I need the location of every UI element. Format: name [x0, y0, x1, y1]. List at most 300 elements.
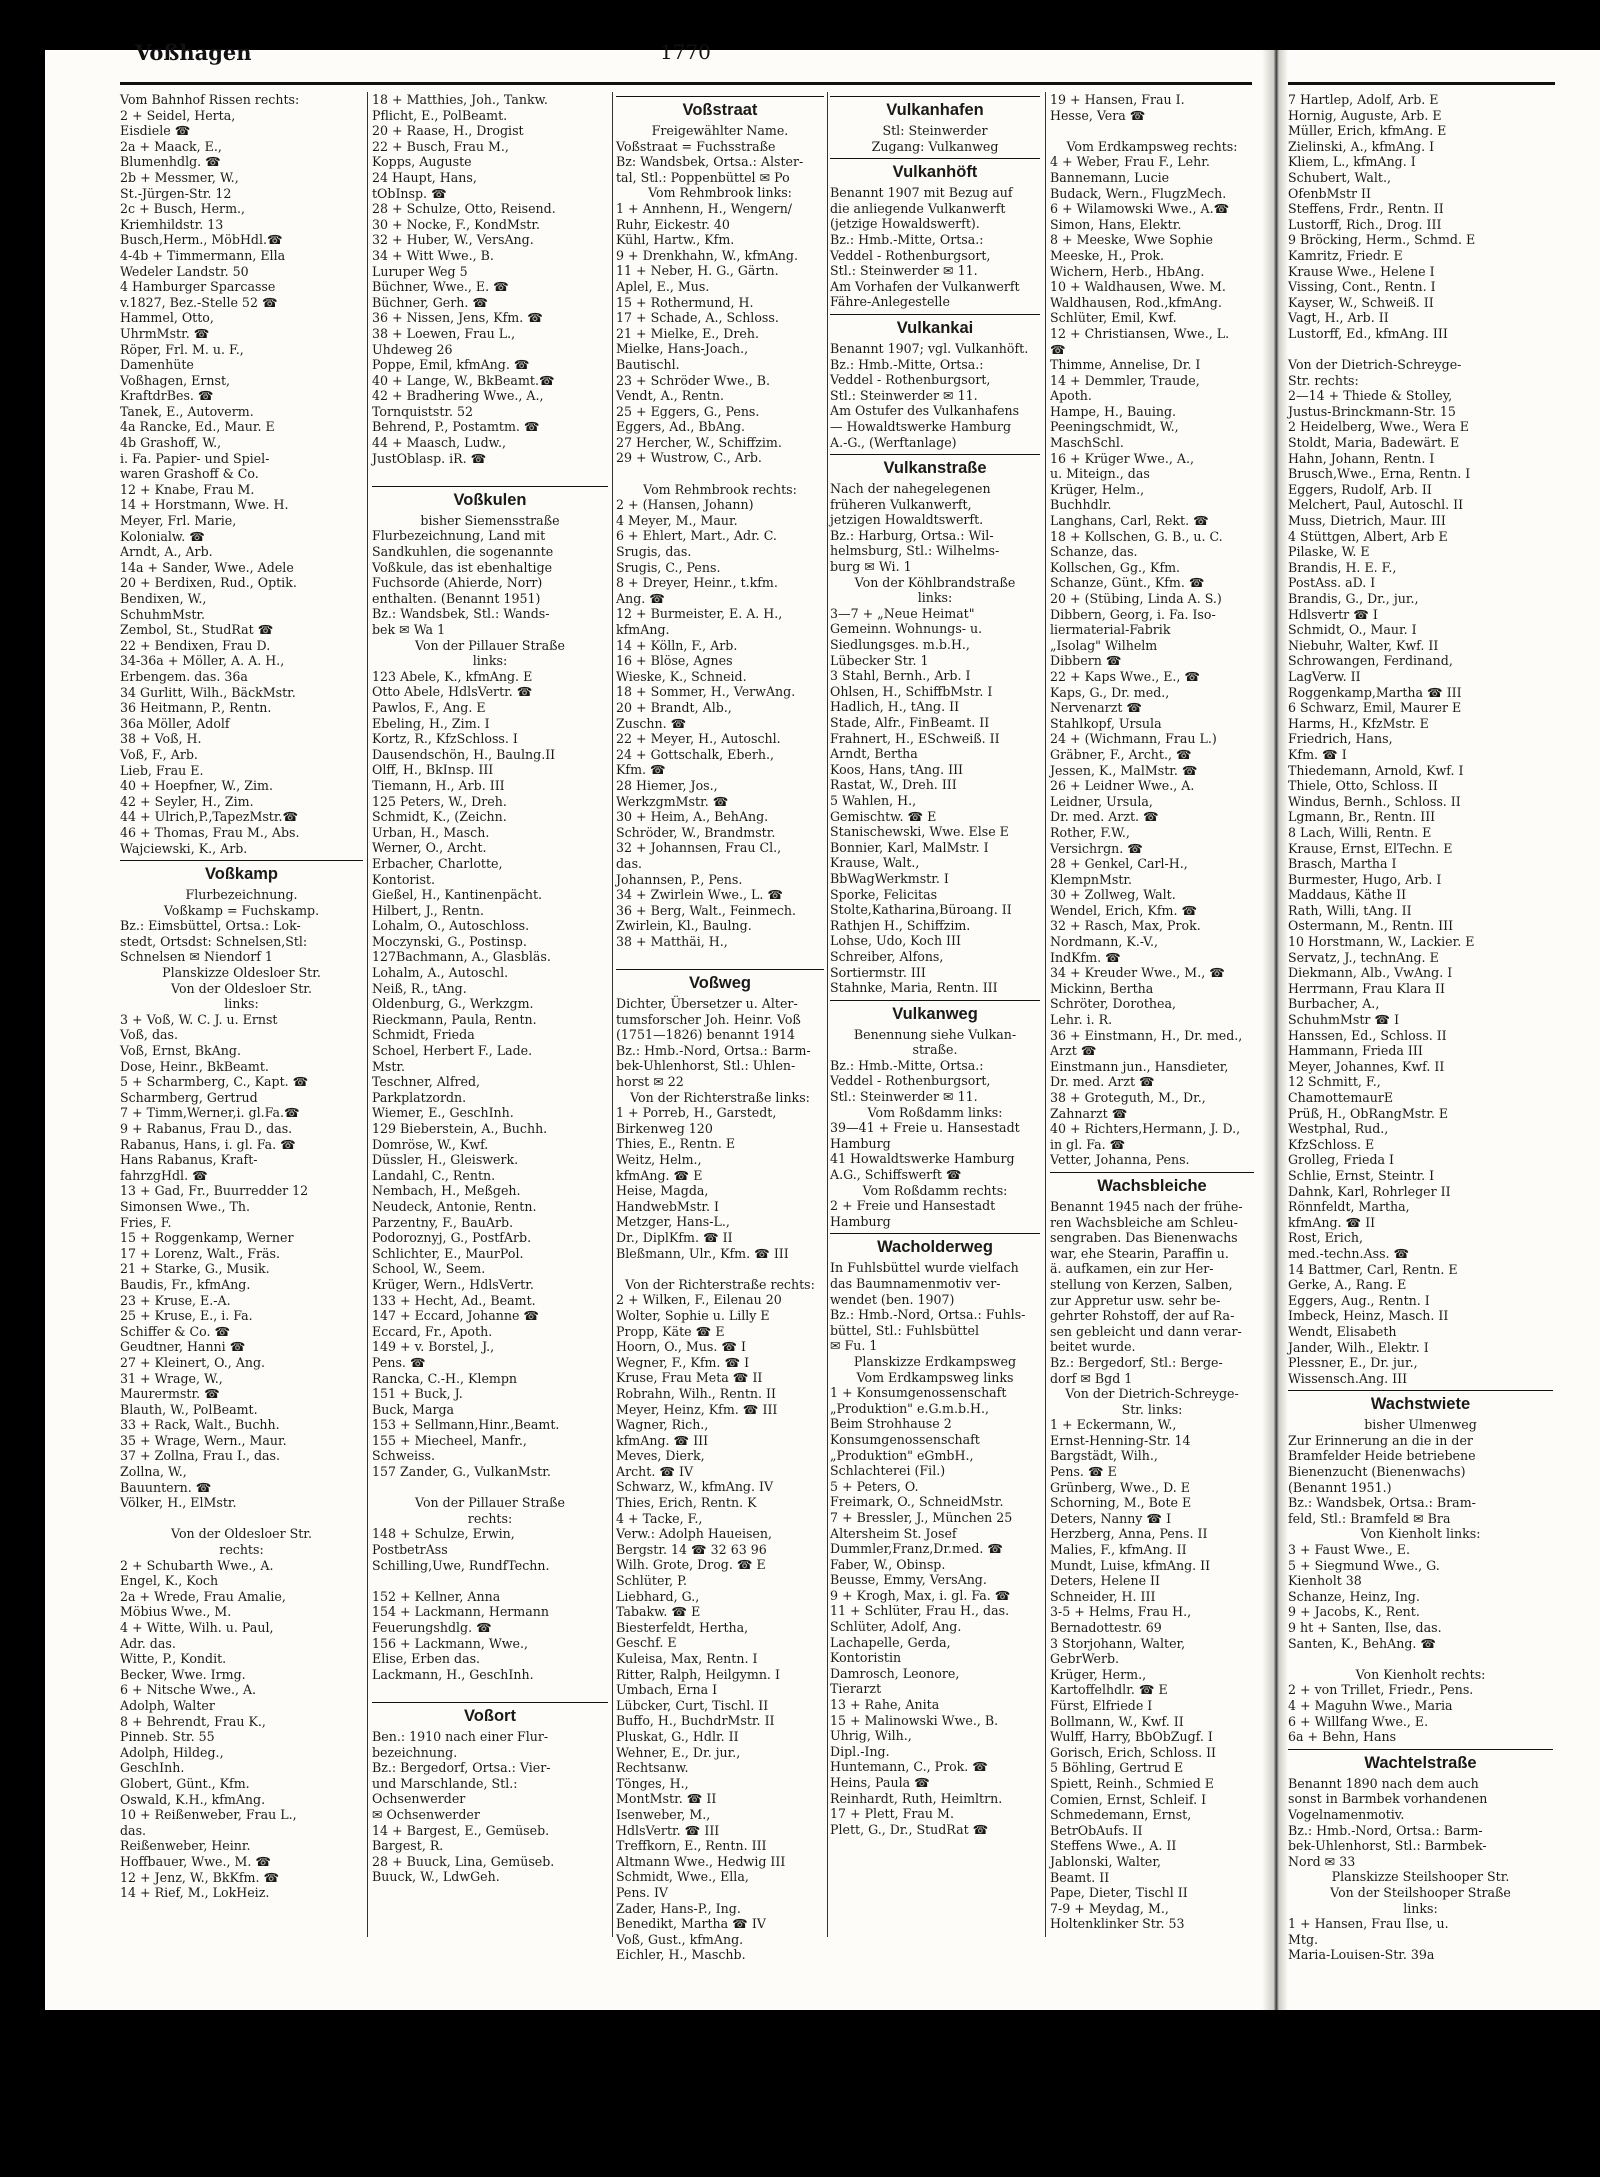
section-subheading: Von der Oldesloer Str.: [171, 980, 312, 996]
directory-entry: Pflicht, E., PolBeamt.: [372, 107, 508, 123]
directory-entry: Reißenweber, Heinr.: [120, 1838, 251, 1854]
directory-entry: SchuhmMstr ☎ I: [1288, 1012, 1400, 1028]
directory-entry: Brasch, Martha I: [1288, 856, 1397, 872]
directory-entry: Pluskat, G., Hdlr. II: [616, 1728, 739, 1744]
page-header: [135, 40, 1215, 80]
directory-entry: 9 + Krogh, Max, i. gl. Fa. ☎: [830, 1587, 1011, 1603]
directory-entry: Gerke, A., Rang. E: [1288, 1277, 1407, 1293]
directory-entry: Zembol, St., StudRat ☎: [120, 622, 274, 638]
directory-entry: Bz.: Hmb.-Nord, Ortsa.: Barm-: [1288, 1822, 1483, 1838]
directory-entry: Brusch,Wwe., Erna, Rentn. I: [1288, 466, 1471, 482]
directory-entry: Mstr.: [372, 1058, 406, 1074]
directory-entry: Schubert, Walt.,: [1288, 169, 1391, 185]
directory-entry: Johannsen, P., Pens.: [616, 871, 743, 887]
directory-entry: Schiffer & Co. ☎: [120, 1323, 231, 1339]
directory-entry: 20 + Brandt, Alb.,: [616, 699, 732, 715]
directory-entry: Otto Abele, HdlsVertr. ☎: [372, 684, 533, 700]
directory-entry: A.G., Schiffswerft ☎: [830, 1167, 962, 1183]
directory-entry: 125 Peters, W., Dreh.: [372, 793, 507, 809]
directory-entry: helmsburg, Stl.: Wilhelms-: [830, 543, 1000, 559]
directory-entry: Bz.: Wandsbek, Ortsa.: Bram-: [1288, 1495, 1476, 1511]
directory-entry: Konsumgenossenschaft: [830, 1431, 980, 1447]
directory-entry: Jessen, K., MalMstr. ☎: [1050, 762, 1198, 778]
directory-entry: Gemischtw. ☎ E: [830, 808, 937, 824]
directory-entry: Rönnfeldt, Martha,: [1288, 1199, 1410, 1215]
directory-entry: Deters, Nanny ☎ I: [1050, 1510, 1172, 1526]
directory-entry: Vagt, H., Arb. II: [1288, 310, 1389, 326]
directory-entry: Voß, F., Arb.: [120, 746, 198, 762]
directory-entry: Robrahn, Wilh., Rentn. II: [616, 1385, 776, 1401]
directory-entry: Herrmann, Frau Klara II: [1288, 980, 1445, 996]
directory-entry: 1 + Eckermann, W.,: [1050, 1417, 1177, 1433]
directory-entry: 22 + Bendixen, Frau D.: [120, 637, 271, 653]
directory-entry: kfmAng. ☎ III: [616, 1432, 709, 1448]
directory-entry: Eisdiele ☎: [120, 123, 191, 139]
directory-entry: (1751—1826) benannt 1914: [616, 1027, 795, 1043]
directory-entry: Wieske, K., Schneid.: [616, 668, 747, 684]
directory-entry: 9 + Jacobs, K., Rent.: [1288, 1604, 1420, 1620]
directory-entry: GeschInh.: [120, 1760, 185, 1776]
directory-entry: 4 Hamburger Sparcasse: [120, 279, 276, 295]
directory-entry: Schlüter, Adolf, Ang.: [830, 1619, 962, 1635]
directory-entry: Sandkuhlen, die sogenannte: [372, 544, 554, 560]
directory-entry: waren Grashoff & Co.: [120, 466, 259, 482]
directory-entry: Kruse, Frau Meta ☎ II: [616, 1370, 763, 1386]
directory-entry: und Marschlande, Stl.:: [372, 1775, 518, 1791]
section-subheading: rechts:: [219, 1542, 264, 1558]
directory-entry: ✉ Fu. 1: [830, 1338, 878, 1354]
directory-entry: Schlüter, Emil, Kwf.: [1050, 310, 1177, 326]
directory-entry: 28 + Buuck, Lina, Gemüseb.: [372, 1853, 555, 1869]
directory-entry: OfenbMstr II: [1288, 185, 1372, 201]
directory-entry: Justus-Brinckmann-Str. 15: [1288, 403, 1456, 419]
directory-entry: dorf ✉ Bgd 1: [1050, 1370, 1133, 1386]
directory-entry: Liebhard, G.,: [616, 1588, 700, 1604]
directory-entry: Mtg.: [1288, 1931, 1319, 1947]
directory-entry: Schlachterei (Fil.): [830, 1463, 946, 1479]
directory-entry: Kriemhildstr. 13: [120, 216, 224, 232]
directory-entry: Zielinski, A., kfmAng. I: [1288, 138, 1435, 154]
directory-entry: das.: [616, 855, 643, 871]
directory-entry: Ebeling, H., Zim. I: [372, 715, 490, 731]
directory-entry: Oldenburg, G., Werkzgm.: [372, 996, 534, 1012]
directory-entry: Schmidt, K., (Zeichn.: [372, 809, 507, 825]
directory-entry: 6 + Willfang Wwe., E.: [1288, 1713, 1429, 1729]
directory-entry: Dahnk, Karl, Rohrleger II: [1288, 1183, 1451, 1199]
directory-entry: v.1827, Bez.-Stelle 52 ☎: [120, 294, 278, 310]
directory-entry: Poppe, Emil, kfmAng. ☎: [372, 357, 530, 373]
section-subheading: Benennung siehe Vulkan-: [853, 1026, 1017, 1042]
directory-entry: Neudeck, Antonie, Rentn.: [372, 1198, 537, 1214]
directory-entry: büttel, Stl.: Fuhlsbüttel: [830, 1322, 979, 1338]
directory-entry: 32 + Huber, W., VersAng.: [372, 232, 534, 248]
column-divider: [1045, 92, 1046, 1937]
directory-entry: Voß, Gust., kfmAng.: [616, 1931, 744, 1947]
directory-entry: Stanischewski, Wwe. Else E: [830, 824, 1009, 840]
directory-entry: Mundt, Luise, kfmAng. II: [1050, 1557, 1211, 1573]
directory-entry: 40 + Lange, W., BkBeamt.☎: [372, 372, 555, 388]
directory-entry: Hammann, Frieda III: [1288, 1043, 1423, 1059]
directory-entry: Hanssen, Ed., Schloss. II: [1288, 1027, 1447, 1043]
directory-entry: Domröse, W., Kwf.: [372, 1136, 489, 1152]
directory-entry: Hdlsvertr ☎ I: [1288, 606, 1378, 622]
directory-entry: Beim Strohhause 2: [830, 1416, 952, 1432]
directory-entry: Bz.: Hmb.-Mitte, Ortsa.:: [830, 1057, 984, 1073]
directory-entry: Wulff, Harry, BbObZugf. I: [1050, 1729, 1213, 1745]
directory-entry: [120, 1511, 363, 1527]
directory-entry: 34-36a + Möller, A. A. H.,: [120, 653, 285, 669]
directory-entry: 13 + Rahe, Anita: [830, 1697, 940, 1713]
section-subheading: Zugang: Vulkanweg: [871, 138, 999, 154]
directory-entry: 12 + Knabe, Frau M.: [120, 481, 255, 497]
section-subheading: Von der Steilshooper Straße: [1330, 1884, 1511, 1900]
page-title: Voßhagen: [135, 40, 252, 65]
directory-entry: 2 + Schubarth Wwe., A.: [120, 1557, 274, 1573]
directory-entry: [1050, 123, 1254, 139]
directory-entry: Arndt, Bertha: [830, 746, 918, 762]
directory-entry: 16 + Blöse, Agnes: [616, 653, 733, 669]
directory-entry: Krause Wwe., Helene I: [1288, 263, 1435, 279]
directory-entry: Roggenkamp,Martha ☎ III: [1288, 684, 1462, 700]
directory-entry: Fähre-Anlegestelle: [830, 294, 950, 310]
section-subheading: links:: [917, 590, 953, 606]
directory-entry: KlempnMstr.: [1050, 871, 1133, 887]
directory-entry: 151 + Buck, J.: [372, 1386, 463, 1402]
directory-entry: Bienenzucht (Bienenwachs): [1288, 1464, 1466, 1480]
directory-entry: 6 + Ehlert, Mart., Adr. C.: [616, 528, 777, 544]
directory-entry: 3-5 + Helms, Frau H.,: [1050, 1604, 1192, 1620]
directory-entry: 149 + v. Borstel, J.,: [372, 1339, 495, 1355]
directory-entry: Isenweber, M.,: [616, 1806, 711, 1822]
directory-entry: 13 + Gad, Fr., Buurredder 12: [120, 1183, 309, 1199]
directory-entry: Stahlkopf, Ursula: [1050, 715, 1162, 731]
directory-entry: Kühl, Hartw., Kfm.: [616, 232, 735, 248]
directory-entry: Holtenklinker Str. 53: [1050, 1916, 1185, 1932]
directory-entry: Benannt 1907; vgl. Vulkanhöft.: [830, 340, 1029, 356]
directory-entry: Schrowangen, Ferdinand,: [1288, 653, 1453, 669]
directory-entry: Schilling,Uwe, RundfTechn.: [372, 1557, 550, 1573]
directory-entry: Zuschn. ☎: [616, 715, 687, 731]
directory-entry: WerkzgmMstr. ☎: [616, 793, 729, 809]
directory-entry: Veddel - Rothenburgsort,: [830, 372, 991, 388]
directory-entry: 4 Meyer, M., Maur.: [616, 512, 738, 528]
section-subheading: Von der Dietrich-Schreyge-: [1065, 1386, 1239, 1402]
directory-entry: Rath, Willi, tAng. II: [1288, 902, 1412, 918]
directory-entry: BetrObAufs. II: [1050, 1822, 1143, 1838]
directory-entry: bek-Uhlenhorst, Stl.: Barmbek-: [1288, 1838, 1487, 1854]
section-subheading: Von der Pillauer Straße: [415, 637, 565, 653]
directory-entry: Dr. med. Arzt. ☎: [1050, 809, 1159, 825]
directory-entry: Mickinn, Bertha: [1050, 980, 1154, 996]
directory-entry: „Produktion" e.G.m.b.H.,: [830, 1400, 990, 1416]
directory-entry: Stahnke, Maria, Rentn. III: [830, 980, 998, 996]
directory-entry: 34 + Kreuder Wwe., M., ☎: [1050, 965, 1225, 981]
directory-entry: Hilbert, J., Rentn.: [372, 902, 484, 918]
directory-entry: i. Fa. Papier- und Spiel-: [120, 450, 270, 466]
directory-entry: Heise, Magda,: [616, 1183, 709, 1199]
directory-entry: 8 + Behrendt, Frau K.,: [120, 1713, 266, 1729]
directory-entry: Veddel - Rothenburgsort,: [830, 1073, 991, 1089]
directory-entry: Dichter, Übersetzer u. Alter-: [616, 996, 798, 1012]
directory-entry: Schmidt, O., Maur. I: [1288, 622, 1417, 638]
directory-entry: Hornig, Auguste, Arb. E: [1288, 107, 1442, 123]
directory-entry: Gorisch, Erich, Schloss. II: [1050, 1744, 1217, 1760]
directory-entry: Schlie, Ernst, Steintr. I: [1288, 1167, 1435, 1183]
directory-entry: 28 + Genkel, Carl-H.,: [1050, 856, 1188, 872]
directory-entry: Schorning, M., Bote E: [1050, 1495, 1192, 1511]
directory-entry: 15 + Rothermund, H.: [616, 294, 754, 310]
directory-entry: 9 Bröcking, Herm., Schmd. E: [1288, 232, 1476, 248]
directory-entry: Friedrich, Hans,: [1288, 731, 1393, 747]
directory-entry: Kaps, G., Dr. med.,: [1050, 684, 1170, 700]
street-heading: Vulkanhöft: [830, 158, 1040, 185]
directory-entry: 17 + Schade, A., Schloss.: [616, 310, 779, 326]
directory-entry: Bauuntern. ☎: [120, 1479, 212, 1495]
directory-entry: Tiemann, H., Arb. III: [372, 777, 505, 793]
directory-entry: Lübcker, Curt, Tischl. II: [616, 1697, 769, 1713]
section-subheading: Vom Roßdamm rechts:: [862, 1182, 1008, 1198]
directory-entry: Meyer, Heinz, Kfm. ☎ III: [616, 1401, 778, 1417]
directory-entry: fahrzgHdl. ☎: [120, 1167, 208, 1183]
directory-entry: IndKfm. ☎: [1050, 949, 1121, 965]
directory-entry: Gießel, H., Kantinenpächt.: [372, 887, 543, 903]
directory-entry: 4 + Tacke, F.,: [616, 1510, 703, 1526]
directory-entry: 4 + Maguhn Wwe., Maria: [1288, 1697, 1453, 1713]
directory-entry: 36 + Berg, Walt., Feinmech.: [616, 902, 797, 918]
directory-entry: Bleßmann, Ulr., Kfm. ☎ III: [616, 1245, 789, 1261]
directory-entry: 21 + Mielke, E., Dreh.: [616, 325, 759, 341]
directory-entry: Grolleg, Frieda I: [1288, 1152, 1395, 1168]
directory-entry: Hampe, H., Bauing.: [1050, 403, 1177, 419]
directory-entry: Hoffbauer, Wwe., M. ☎: [120, 1853, 272, 1869]
directory-entry: Diekmann, Alb., VwAng. I: [1288, 965, 1453, 981]
directory-entry: Blauth, W., PolBeamt.: [120, 1401, 258, 1417]
directory-entry: Comien, Ernst, Schleif. I: [1050, 1791, 1207, 1807]
directory-entry: 9 + Rabanus, Frau D., das.: [120, 1121, 293, 1136]
directory-entry: 5 + Siegmund Wwe., G.: [1288, 1557, 1440, 1573]
directory-entry: Treffkorn, E., Rentn. III: [616, 1838, 767, 1854]
directory-entry: Lackmann, H., GeschInh.: [372, 1666, 534, 1682]
directory-entry: Schmidt, Wwe., Ella,: [616, 1869, 749, 1885]
section-subheading: rechts:: [467, 1510, 513, 1526]
directory-entry: 21 + Starke, G., Musik.: [120, 1261, 270, 1277]
directory-entry: ✉ Ochsenwerder: [372, 1806, 480, 1822]
directory-entry: Uhrig, Wilh.,: [830, 1728, 912, 1744]
directory-entry: Thies, E., Rentn. E: [616, 1136, 736, 1152]
directory-entry: Eggers, Ad., BbAng.: [616, 419, 746, 435]
directory-entry: 4b Grashoff, W.,: [120, 435, 222, 451]
directory-entry: 32 + Rasch, Max, Prok.: [1050, 918, 1201, 934]
directory-entry: Eggers, Aug., Rentn. I: [1288, 1292, 1430, 1308]
directory-entry: Schanze, das.: [1050, 544, 1138, 560]
section-subheading: Planskizze Steilshooper Str.: [1331, 1869, 1510, 1885]
directory-entry: Fuchsorde (Ahierde, Norr): [372, 575, 543, 591]
section-subheading: Vom Erdkampsweg rechts:: [1066, 138, 1238, 154]
directory-entry: Propp, Käte ☎ E: [616, 1323, 725, 1339]
directory-entry: Stolte,Katharina,Büroang. II: [830, 902, 1012, 918]
directory-entry: Lohalm, O., Autoschloss.: [372, 918, 530, 934]
directory-entry: Buchhdlr.: [1050, 497, 1112, 513]
directory-entry: kfmAng. ☎ E: [616, 1167, 703, 1183]
directory-entry: 6 + Wilamowski Wwe., A.☎: [1050, 201, 1230, 217]
directory-entry: Gemeinn. Wohnungs- u.: [830, 621, 983, 637]
directory-entry: Ruhr, Eickestr. 40: [616, 216, 730, 232]
directory-entry: Zur Erinnerung an die in der: [1288, 1432, 1473, 1448]
directory-entry: 12 Schmitt, F.,: [1288, 1074, 1381, 1090]
directory-entry: Servatz, J., technAng. E: [1288, 949, 1439, 965]
directory-entry: sonst in Barmbek vorhandenen: [1288, 1791, 1488, 1807]
directory-entry: Ang. ☎: [616, 590, 665, 606]
directory-entry: Tabakw. ☎ E: [616, 1604, 701, 1620]
directory-entry: SchuhmMstr.: [120, 606, 206, 622]
directory-entry: ChamottemaurE: [1288, 1090, 1394, 1105]
directory-entry: 127Bachmann, A., Glasbläs.: [372, 949, 551, 965]
directory-entry: Harms, H., KfzMstr. E: [1288, 715, 1429, 731]
directory-entry: 1 + Annhenn, H., Wengern/: [616, 200, 793, 216]
directory-entry: Schoel, Herbert F., Lade.: [372, 1043, 533, 1059]
directory-entry: kfmAng.: [616, 622, 670, 637]
directory-entry: Kolonialw. ☎: [120, 528, 205, 544]
directory-entry: 14 Battmer, Carl, Rentn. E: [1288, 1261, 1458, 1277]
directory-entry: 8 Lach, Willi, Rentn. E: [1288, 824, 1432, 840]
directory-entry: 30 + Nocke, F., KondMstr.: [372, 216, 540, 232]
directory-entry: 2—14 + Thiede & Stolley,: [1288, 388, 1453, 404]
directory-entry: Röper, Frl. M. u. F.,: [120, 341, 244, 357]
directory-entry: 23 + Kruse, E.-A.: [120, 1292, 231, 1308]
directory-entry: Thiele, Otto, Schloss. II: [1288, 778, 1438, 794]
directory-entry: 35 + Wrage, Wern., Maur.: [120, 1432, 287, 1448]
directory-entry: Nervenarzt ☎: [1050, 700, 1143, 716]
directory-entry: bezeichnung.: [372, 1744, 458, 1760]
directory-entry: Zader, Hans-P., Ing.: [616, 1900, 741, 1916]
directory-entry: Weitz, Helm.,: [616, 1152, 702, 1167]
directory-entry: zur Appretur usw. sehr be-: [1050, 1292, 1221, 1308]
directory-entry: Ritter, Ralph, Heilgymn. I: [616, 1666, 780, 1682]
directory-entry: Benannt 1907 mit Bezug auf: [830, 185, 1013, 201]
directory-entry: Langhans, Carl, Rekt. ☎: [1050, 513, 1209, 529]
directory-entry: 148 + Schulze, Erwin,: [372, 1526, 515, 1542]
book-gutter: [1262, 50, 1288, 2010]
directory-entry: Hesse, Vera ☎: [1050, 107, 1146, 123]
directory-entry: GebrWerb.: [1050, 1651, 1120, 1667]
directory-entry: beitet wurde.: [1050, 1339, 1136, 1355]
directory-entry: Kliem, L., kfmAng. I: [1288, 154, 1416, 170]
directory-entry: Zollna, W.,: [120, 1464, 187, 1480]
directory-entry: 7 Hartlep, Adolf, Arb. E: [1288, 92, 1439, 107]
directory-entry: Parkplatzordn.: [372, 1089, 467, 1105]
directory-entry: 41 Howaldtswerke Hamburg: [830, 1151, 1015, 1167]
directory-entry: Grünberg, Wwe., D. E: [1050, 1479, 1190, 1495]
directory-entry: 14 + Rief, M., LokHeiz.: [120, 1885, 270, 1901]
directory-entry: kfmAng. ☎ II: [1288, 1214, 1376, 1230]
header-rule: [120, 82, 1252, 85]
directory-entry: Lachapelle, Gerda,: [830, 1634, 951, 1650]
directory-entry: sengraben. Das Bienenwachs: [1050, 1230, 1238, 1246]
directory-entry: 27 + Kleinert, O., Ang.: [120, 1354, 266, 1370]
directory-entry: Eichler, H., Maschb.: [616, 1947, 746, 1963]
directory-entry: 32 + Johannsen, Frau Cl.,: [616, 840, 782, 856]
directory-entry: Birkenweg 120: [616, 1120, 713, 1136]
directory-entry: 3 Stahl, Bernh., Arb. I: [830, 668, 971, 684]
directory-entry: 1 + Hansen, Frau Ilse, u.: [1288, 1916, 1449, 1932]
directory-entry: Mielke, Hans-Joach.,: [616, 341, 749, 357]
directory-entry: Buuck, W., LdwGeh.: [372, 1869, 500, 1885]
directory-entry: Lgmann, Br., Rentn. III: [1288, 809, 1436, 825]
section-subheading: Freigewählter Name.: [651, 123, 789, 138]
directory-entry: Vogelnamenmotiv.: [1288, 1806, 1405, 1822]
directory-entry: Steffens, Frdr., Rentn. II: [1288, 201, 1444, 217]
directory-entry: Krüger, Helm.,: [1050, 481, 1145, 497]
directory-entry: Burmester, Hugo, Arb. I: [1288, 871, 1442, 887]
directory-entry: Bendixen, W.,: [120, 591, 207, 606]
directory-entry: Bernadottestr. 69: [1050, 1620, 1162, 1635]
directory-entry: 39—41 + Freie u. Hansestadt: [830, 1120, 1020, 1136]
directory-entry: Pilaske, W. E: [1288, 544, 1370, 560]
directory-entry: 4 + Weber, Frau F., Lehr.: [1050, 154, 1210, 170]
directory-entry: med.-techn.Ass. ☎: [1288, 1245, 1410, 1261]
directory-entry: 2 + (Hansen, Johann): [616, 497, 754, 513]
directory-entry: 2 Heidelberg, Wwe., Wera E: [1288, 419, 1469, 435]
directory-entry: 38 + Groteguth, M., Dr.,: [1050, 1090, 1206, 1105]
directory-entry: in gl. Fa. ☎: [1050, 1136, 1126, 1152]
directory-entry: Rost, Erich,: [1288, 1230, 1364, 1246]
directory-entry: Hadlich, H., tAng. II: [830, 699, 960, 715]
directory-entry: Prüß, H., ObRangMstr. E: [1288, 1105, 1449, 1121]
directory-entry: Kortz, R., KfzSchloss. I: [372, 731, 518, 747]
directory-entry: Ohlsen, H., SchiffbMstr. I: [830, 683, 993, 699]
directory-entry: 20 + (Stübing, Linda A. S.): [1050, 591, 1222, 606]
directory-entry: Urban, H., Masch.: [372, 824, 490, 840]
directory-entry: Lehr. i. R.: [1050, 1012, 1113, 1028]
directory-entry: Adr. das.: [120, 1635, 176, 1651]
directory-entry: Stl.: Steinwerder ✉ 11.: [830, 263, 978, 279]
directory-entry: Witte, P., Kondit.: [120, 1651, 227, 1667]
directory-entry: feld, Stl.: Bramfeld ✉ Bra: [1288, 1510, 1451, 1526]
directory-entry: 17 + Lorenz, Walt., Fräs.: [120, 1245, 280, 1261]
directory-entry: 18 + Sommer, H., VerwAng.: [616, 684, 796, 700]
directory-entry: Uhdeweg 26: [372, 341, 453, 357]
directory-entry: 4a Rancke, Ed., Maur. E: [120, 419, 275, 435]
directory-entry: Aplel, E., Mus.: [616, 278, 710, 294]
directory-entry: Schneider, H. III: [1050, 1588, 1156, 1604]
section-subheading: straße.: [912, 1042, 958, 1058]
directory-entry: Dose, Heinr., BkBeamt.: [120, 1058, 269, 1074]
directory-entry: In Fuhlsbüttel wurde vielfach: [830, 1260, 1019, 1276]
directory-entry: 18 + Kollschen, G. B., u. C.: [1050, 528, 1223, 544]
directory-entry: Flurbezeichnung, Land mit: [372, 528, 546, 544]
directory-entry: 34 + Witt Wwe., B.: [372, 247, 494, 263]
directory-entry: Wichern, Herb., HbAng.: [1050, 263, 1205, 279]
directory-entry: Sporke, Felicitas: [830, 886, 938, 902]
directory-entry: Rastat, W., Dreh. III: [830, 777, 957, 793]
directory-entry: Huntemann, C., Prok. ☎: [830, 1759, 988, 1775]
directory-entry: Erbacher, Charlotte,: [372, 855, 503, 871]
directory-entry: Bz.: Hmb.-Mitte, Ortsa.:: [830, 356, 984, 372]
column-divider: [827, 92, 828, 1937]
directory-entry: Bz.: Eimsbüttel, Ortsa.: Lok-: [120, 918, 301, 934]
directory-entry: 12 + Jenz, W., BkKfm. ☎: [120, 1869, 280, 1885]
directory-entry: 14a + Sander, Wwe., Adele: [120, 559, 294, 575]
directory-entry: Rabanus, Hans, i. gl. Fa. ☎: [120, 1136, 296, 1152]
directory-entry: 2c + Busch, Herm.,: [120, 201, 246, 217]
directory-entry: Meeske, H., Prok.: [1050, 247, 1165, 263]
directory-entry: enthalten. (Benannt 1951): [372, 590, 541, 606]
street-heading: Voßweg: [616, 969, 824, 996]
street-heading: Wachtelstraße: [1288, 1749, 1553, 1776]
directory-entry: 38 + Voß, H.: [120, 731, 202, 747]
directory-entry: Fries, F.: [120, 1214, 172, 1230]
street-heading: Voßkamp: [120, 860, 363, 887]
